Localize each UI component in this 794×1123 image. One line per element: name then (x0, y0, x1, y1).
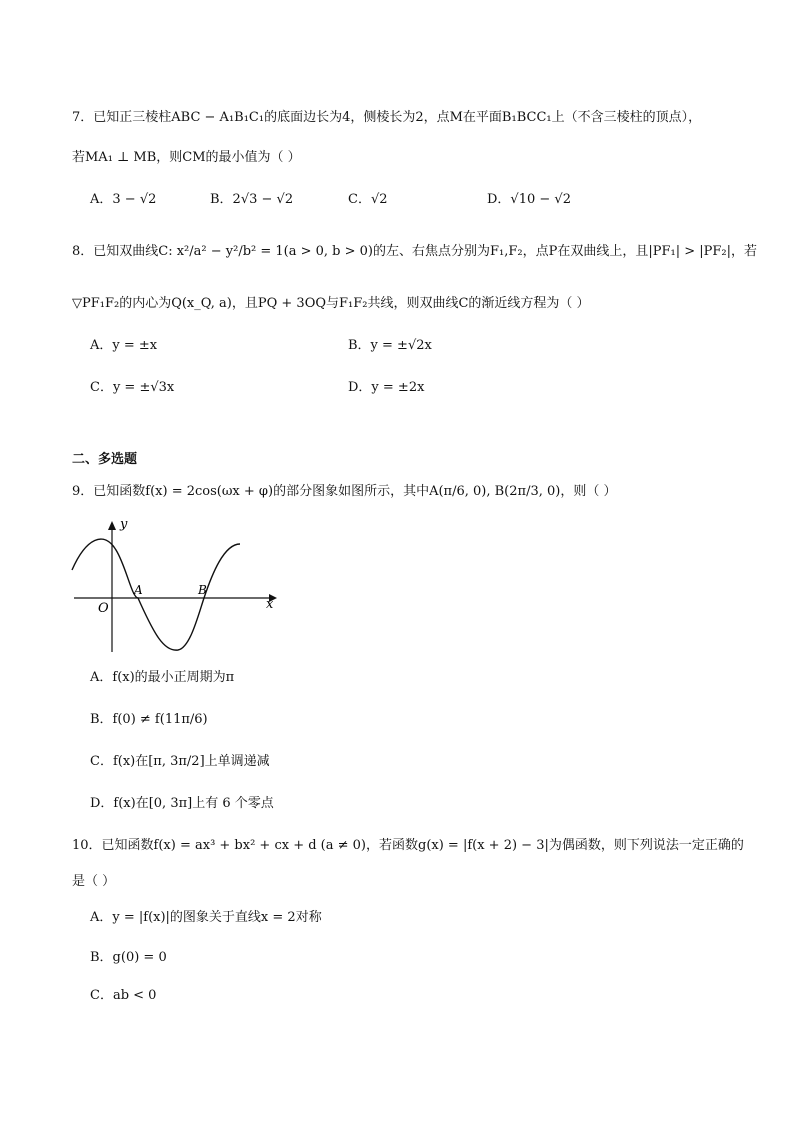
section-heading: 二、多选题 (72, 452, 138, 467)
q10-stem-line2: 是（ ） (72, 874, 116, 889)
q10-option-b: B．g(0) = 0 (90, 950, 167, 965)
q9-stem-line1: 9．已知函数f(x) = 2cos(ωx + φ)的部分图象如图所示，其中A(π/6, 0), B(2π/3, 0)，则（ ） (72, 484, 617, 499)
y-axis-arrow-icon (108, 521, 116, 530)
q10-option-a: A．y = |f(x)|的图象关于直线x = 2对称 (90, 910, 322, 925)
q7-stem-line1: 7．已知正三棱柱ABC − A₁B₁C₁的底面边长为4，侧棱长为2，点M在平面B₁BCC₁上（不含三棱柱的顶点）， (72, 110, 702, 125)
y-label: y (120, 517, 128, 532)
q8-stem-line1: 8．已知双曲线C: x²/a² − y²/b² = 1(a > 0, b > 0)的左、右焦点分别为F₁,F₂，点P在双曲线上，且|PF₁| > |PF₂|，若 (72, 244, 757, 259)
q7-option-c: C．√2 (348, 192, 388, 207)
q7-stem-line2: 若MA₁ ⊥ MB，则CM的最小值为（ ） (72, 150, 301, 165)
point-a-label: A (134, 583, 143, 597)
q9-option-d: D．f(x)在[0, 3π]上有 6 个零点 (90, 796, 274, 811)
q10-option-c: C．ab < 0 (90, 988, 157, 1003)
q8-option-c: C．y = ±√3x (90, 380, 175, 395)
q8-option-a: A．y = ±x (90, 338, 158, 353)
q9-option-b: B．f(0) ≠ f(11π/6) (90, 712, 208, 727)
q10-stem-line1: 10．已知函数f(x) = ax³ + bx² + cx + d (a ≠ 0)，若函数g(x) = |f(x + 2) − 3|为偶函数，则下列说法一定正确的 (72, 838, 744, 853)
cosine-curve (72, 539, 240, 650)
q8-option-d: D．y = ±2x (348, 380, 425, 395)
q7-option-d: D．√10 − √2 (487, 192, 571, 207)
q9-option-c: C．f(x)在[π, 3π/2]上单调递减 (90, 754, 270, 769)
q7-option-a: A．3 − √2 (90, 192, 157, 207)
q9-option-a: A．f(x)的最小正周期为π (90, 670, 235, 685)
x-label: x (266, 597, 274, 612)
origin-label: O (98, 601, 109, 616)
q7-option-b: B．2√3 − √2 (210, 192, 294, 207)
q8-option-b: B．y = ±√2x (348, 338, 432, 353)
q8-stem-line2: ▽PF₁F₂的内心为Q(x_Q, a)，且PQ + 3OQ与F₁F₂共线，则双曲线C的渐近线方程为（ ） (72, 296, 590, 311)
point-b-label: B (198, 583, 207, 597)
q9-function-graph (64, 516, 284, 656)
